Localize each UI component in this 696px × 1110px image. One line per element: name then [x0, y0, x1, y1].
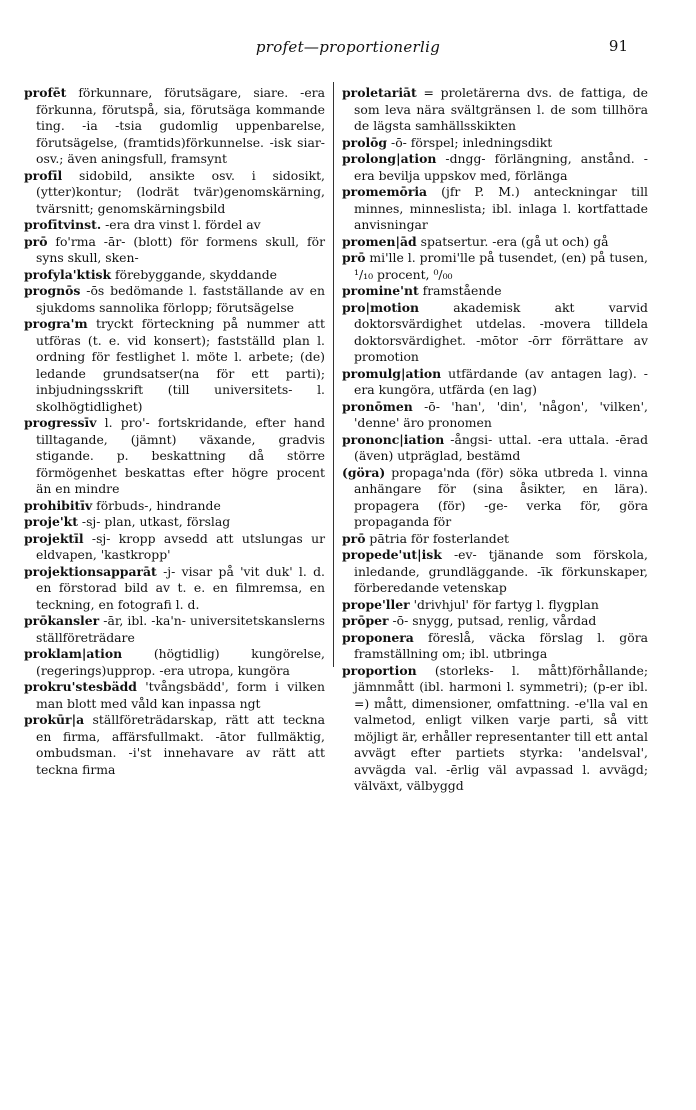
entry: prō fo'rma -ār- (blott) för formens skull, för syns skull, sken-	[24, 233, 325, 265]
entry: projektīl -sj- kropp avsedd att utslungas ur eldvapen, 'kastkropp'	[24, 530, 325, 562]
entry: profēt förkunnare, förutsägare, siare. -era förkunna, förutspå, sia, förutsäga kommande ting. -ia -tsia gudomlig uppenbarelse, förutsägelse, (framtids)förkunnelse. -isk siar-osv.; även aningsfull, framsynt	[24, 85, 325, 166]
entry: promen|ād spatsertur. -era (gå ut och) gå	[342, 233, 609, 249]
entry: prō pātria för fosterlandet	[342, 530, 510, 546]
entry: prolong|ation -dngg- förlängning, anstånd. -era bevilja uppskov med, förlänga	[342, 151, 648, 183]
entry: promulg|ation utfärdande (av antagen lag). -era kungöra, utfärda (en lag)	[342, 365, 648, 397]
entry: promemōria (jfr P. M.) anteckningar till minnes, minneslista; ibl. inlaga l. kortfattade anvisningar	[342, 184, 648, 232]
entry: prope'ller 'drivhjul' för fartyg l. flygplan	[342, 596, 599, 612]
entry: proletariāt = proletärerna dvs. de fattiga, de som leva nära svältgränsen l. de som tillhöra de lägsta samhällsskikten	[342, 85, 648, 133]
entry: proklam|ation (högtidlig) kungörelse, (regerings)upprop. -era utropa, kungöra	[24, 646, 325, 678]
entry: prognōs -ōs bedömande l. fastställande av en sjukdoms sannolika förlopp; förutsägelse	[24, 283, 325, 315]
entry: prokūr|a ställföreträdarskap, rätt att teckna en firma, affärsfullmakt. -ātor fullmäktig, ombudsman. -i'st innehavare av rätt att teckna firma	[24, 712, 325, 777]
entry: prō mi'lle l. promi'lle på tusendet, (en) på tusen, ¹/₁₀ procent, ⁰/₀₀	[342, 250, 648, 282]
entry: pro|motion akademisk akt varvid doktorsvärdighet utdelas. -movera tilldela doktorsvärdighet. -mōtor -ōrr förrättare av promotion	[342, 299, 648, 364]
entry: proponera föreslå, väcka förslag l. göra framställning om; ibl. utbringa	[342, 629, 648, 661]
entry: prohibitīv förbuds-, hindrande	[24, 497, 221, 513]
entry: prokru'stesbädd 'tvångsbädd', form i vilken man blott med våld kan inpassa ngt	[24, 679, 325, 711]
page-title: profet—proportionerlig	[255, 38, 441, 56]
entry: profītvinst. -era dra vinst l. fördel av	[24, 217, 261, 232]
right-column	[342, 85, 648, 795]
entry: profyla'ktisk förebyggande, skyddande	[24, 266, 278, 282]
entry: projektionsapparāt -j- visar på 'vit duk' l. d. en förstorad bild av t. e. en filmremsa, en teckning, en fotografi l. d.	[24, 563, 325, 612]
entry: progressīv l. pro'- fortskridande, efter hand tilltagande, (jämnt) växande, gradvis stigande. p. beskattning då större förmögenhet beskattas efter högre procent än en mindre	[24, 415, 325, 496]
entry: prolōg -ō- förspel; inledningsdikt	[342, 134, 553, 150]
entry: promine'nt framstående	[342, 283, 502, 298]
entry: prōkansler -ār, ibl. -ka'n- universitetskanslerns ställföreträdare	[24, 613, 325, 645]
page-number: 91	[608, 37, 628, 55]
entry: prononc|iation -ångsi- uttal. -era uttala. -ērad (även) utpräglad, bestämd	[342, 431, 648, 463]
column-divider	[333, 82, 334, 667]
entry: progra'm tryckt förteckning på nummer att utföras (t. e. vid konsert); fastställd plan l. ordning för festlighet l. möte l. arbete; (de) ledande grundsatser(na för ett parti); inbjudningsskrift (till universitets- l. skolhögtidlighet)	[24, 316, 325, 414]
entry: propede'ut|isk -ev- tjänande som förskola, inledande, grundläggande. -īk förkunskaper, förberedande vetenskap	[342, 547, 648, 595]
entry: profīl sidobild, ansikte osv. i sidosikt, (ytter)kontur; (lodrät tvär)genomskärning, tvärsnitt; genomskärningsbild	[24, 167, 325, 216]
left-column	[24, 85, 325, 778]
entry: (göra) propaga'nda (för) söka utbreda l. vinna anhängare för (sina åsikter, en lära). propagera (för) -ge- verka för, göra propaganda för	[342, 464, 648, 529]
entry: prōper -ō- snygg, putsad, renlig, vårdad	[342, 613, 597, 628]
entry: proportion (storleks- l. mått)förhållande; jämnmått (ibl. harmoni l. symmetri); (p-er ibl. =) mått, dimensioner, omfattning. -e'lla val en valmetod, enligt vilken varje parti, så vitt möjligt är, erhåller representanter till ett antal avvägt efter partiets styrka: 'andelsval', avvägda val. -ērlig väl avpassad l. avvägd; välväxt, välbyggd	[342, 662, 648, 793]
entry: pronōmen -ō- 'han', 'din', 'någon', 'vilken', 'denne' äro pronomen	[342, 398, 648, 430]
entry: proje'kt -sj- plan, utkast, förslag	[24, 514, 231, 529]
